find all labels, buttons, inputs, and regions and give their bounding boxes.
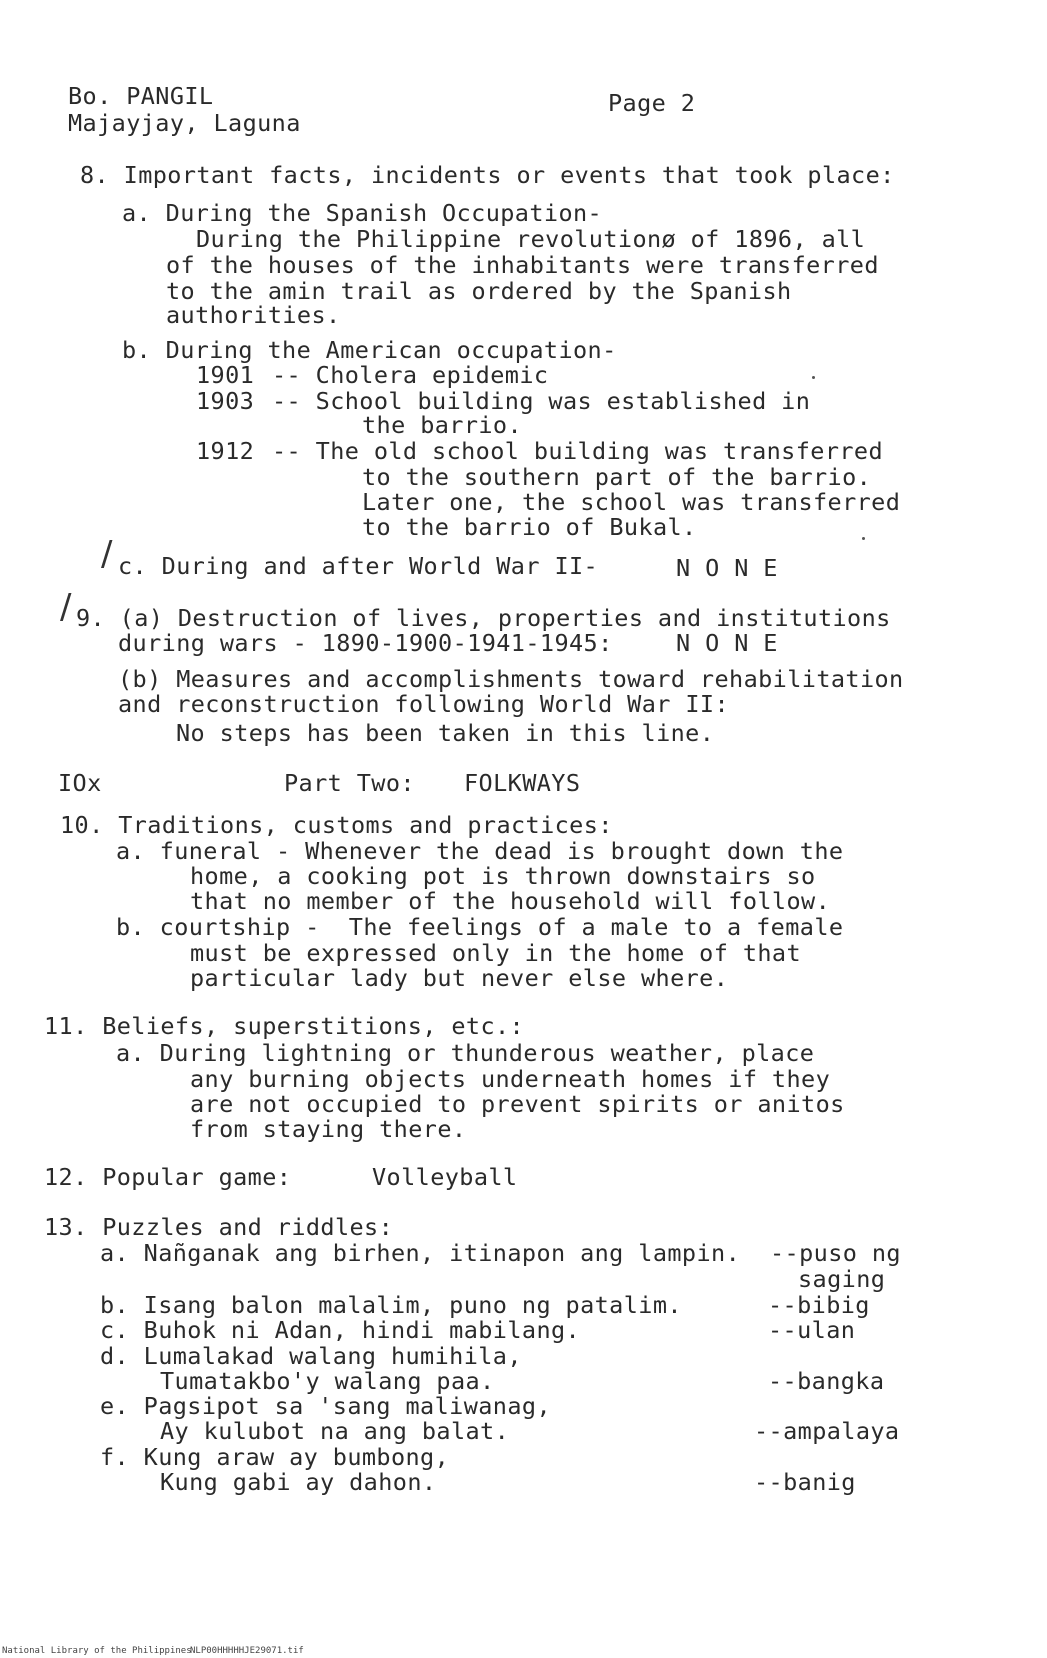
section-8b-event-cont: to the southern part of the barrio. bbox=[362, 463, 872, 491]
riddle-answer: --bibig bbox=[768, 1291, 870, 1319]
section-8b-event: -- Cholera epidemic bbox=[272, 361, 549, 389]
section-8c-value: N O N E bbox=[676, 554, 778, 582]
footer-file: NLP00HHHHHJE29071.tif bbox=[190, 1646, 304, 1656]
section-8b-year: 1912 bbox=[196, 437, 255, 465]
section-11a-line: are not occupied to prevent spirits or anitos bbox=[190, 1090, 845, 1118]
section-8b-event: -- School building was established in bbox=[272, 387, 811, 415]
riddle-answer: --ampalaya bbox=[754, 1417, 900, 1445]
section-10-heading: 10. Traditions, customs and practices: bbox=[60, 811, 613, 839]
section-11-heading: 11. Beliefs, superstitions, etc.: bbox=[44, 1012, 525, 1040]
header-town: Majayjay, Laguna bbox=[68, 109, 301, 137]
riddle-line: Ay kulubot na ang balat. bbox=[160, 1417, 510, 1445]
section-8b-event: -- The old school building was transferred bbox=[272, 437, 884, 465]
section-8a-line: authorities. bbox=[166, 301, 341, 329]
section-11a-line: any burning objects underneath homes if they bbox=[190, 1065, 831, 1093]
riddle-line: Tumatakbo'y walang paa. bbox=[160, 1367, 495, 1395]
riddle-line: e. Pagsipot sa 'sang maliwanag, bbox=[100, 1392, 551, 1420]
section-8-heading: 8. Important facts, incidents or events that took place: bbox=[80, 161, 895, 189]
section-8a-title: a. During the Spanish Occupation- bbox=[122, 199, 603, 227]
riddle-line: a. Nañganak ang birhen, itinapon ang lampin. bbox=[100, 1239, 741, 1267]
section-13-heading: 13. Puzzles and riddles: bbox=[44, 1213, 394, 1241]
section-9a-line: 9. (a) Destruction of lives, properties and institutions bbox=[76, 604, 891, 632]
riddle-line: c. Buhok ni Adan, hindi mabilang. bbox=[100, 1316, 581, 1344]
scan-speck bbox=[862, 537, 865, 540]
section-10b-first: b. courtship - The feelings of a male to a female bbox=[116, 913, 844, 941]
section-8b-year: 1901 bbox=[196, 361, 255, 389]
footer-library: National Library of the Philippines bbox=[2, 1646, 192, 1656]
part-two-label: Part Two: bbox=[284, 769, 415, 797]
header-page-number: Page 2 bbox=[608, 89, 696, 117]
section-8a-line: to the amin trail as ordered by the Spanish bbox=[166, 277, 792, 305]
section-8b-year: 1903 bbox=[196, 387, 255, 415]
section-9b-line: No steps has been taken in this line. bbox=[176, 719, 715, 747]
riddle-line: d. Lumalakad walang humihila, bbox=[100, 1342, 522, 1370]
scan-speck bbox=[812, 376, 815, 379]
section-11a-line: from staying there. bbox=[190, 1115, 467, 1143]
section-8b-event-cont: to the barrio of Bukal. bbox=[362, 513, 697, 541]
section-8b-event-cont: the barrio. bbox=[362, 411, 523, 439]
section-12-heading: 12. Popular game: bbox=[44, 1163, 292, 1191]
riddle-answer: --puso ng bbox=[770, 1239, 901, 1267]
section-8c-text: c. During and after World War II- bbox=[118, 552, 599, 580]
riddle-answer: saging bbox=[798, 1265, 886, 1293]
riddle-line: Kung gabi ay dahon. bbox=[160, 1468, 437, 1496]
section-8a-line: During the Philippine revolutionø of 1896, all bbox=[196, 225, 866, 253]
section-10b-line: particular lady but never else where. bbox=[190, 964, 729, 992]
riddle-answer: --bangka bbox=[768, 1367, 885, 1395]
check-mark: / bbox=[60, 587, 72, 627]
part-two-title: FOLKWAYS bbox=[464, 769, 581, 797]
section-8a-line: of the houses of the inhabitants were transferred bbox=[166, 251, 879, 279]
section-10b-line: must be expressed only in the home of that bbox=[190, 939, 802, 967]
riddle-answer: --banig bbox=[754, 1468, 856, 1496]
header-barrio: Bo. PANGIL bbox=[68, 82, 214, 110]
section-10a-first: a. funeral - Whenever the dead is brought down the bbox=[116, 837, 844, 865]
riddle-line: f. Kung araw ay bumbong, bbox=[100, 1443, 450, 1471]
riddle-answer: --ulan bbox=[768, 1316, 856, 1344]
section-11a-first: a. During lightning or thunderous weather, place bbox=[116, 1039, 815, 1067]
riddle-line: b. Isang balon malalim, puno ng patalim. bbox=[100, 1291, 682, 1319]
section-9b-line: (b) Measures and accomplishments toward rehabilitation bbox=[118, 665, 904, 693]
section-10a-line: that no member of the household will follow. bbox=[190, 887, 831, 915]
struck-section-number: IOx bbox=[58, 769, 102, 797]
section-9a-value: N O N E bbox=[676, 629, 778, 657]
section-12-value: Volleyball bbox=[372, 1163, 518, 1191]
check-mark: / bbox=[101, 534, 113, 574]
section-8b-title: b. During the American occupation- bbox=[122, 336, 617, 364]
section-10a-line: home, a cooking pot is thrown downstairs so bbox=[190, 862, 816, 890]
section-9a-line: during wars - 1890-1900-1941-1945: bbox=[118, 629, 613, 657]
section-9b-line: and reconstruction following World War II: bbox=[118, 690, 730, 718]
section-8b-event-cont: Later one, the school was transferred bbox=[362, 488, 901, 516]
